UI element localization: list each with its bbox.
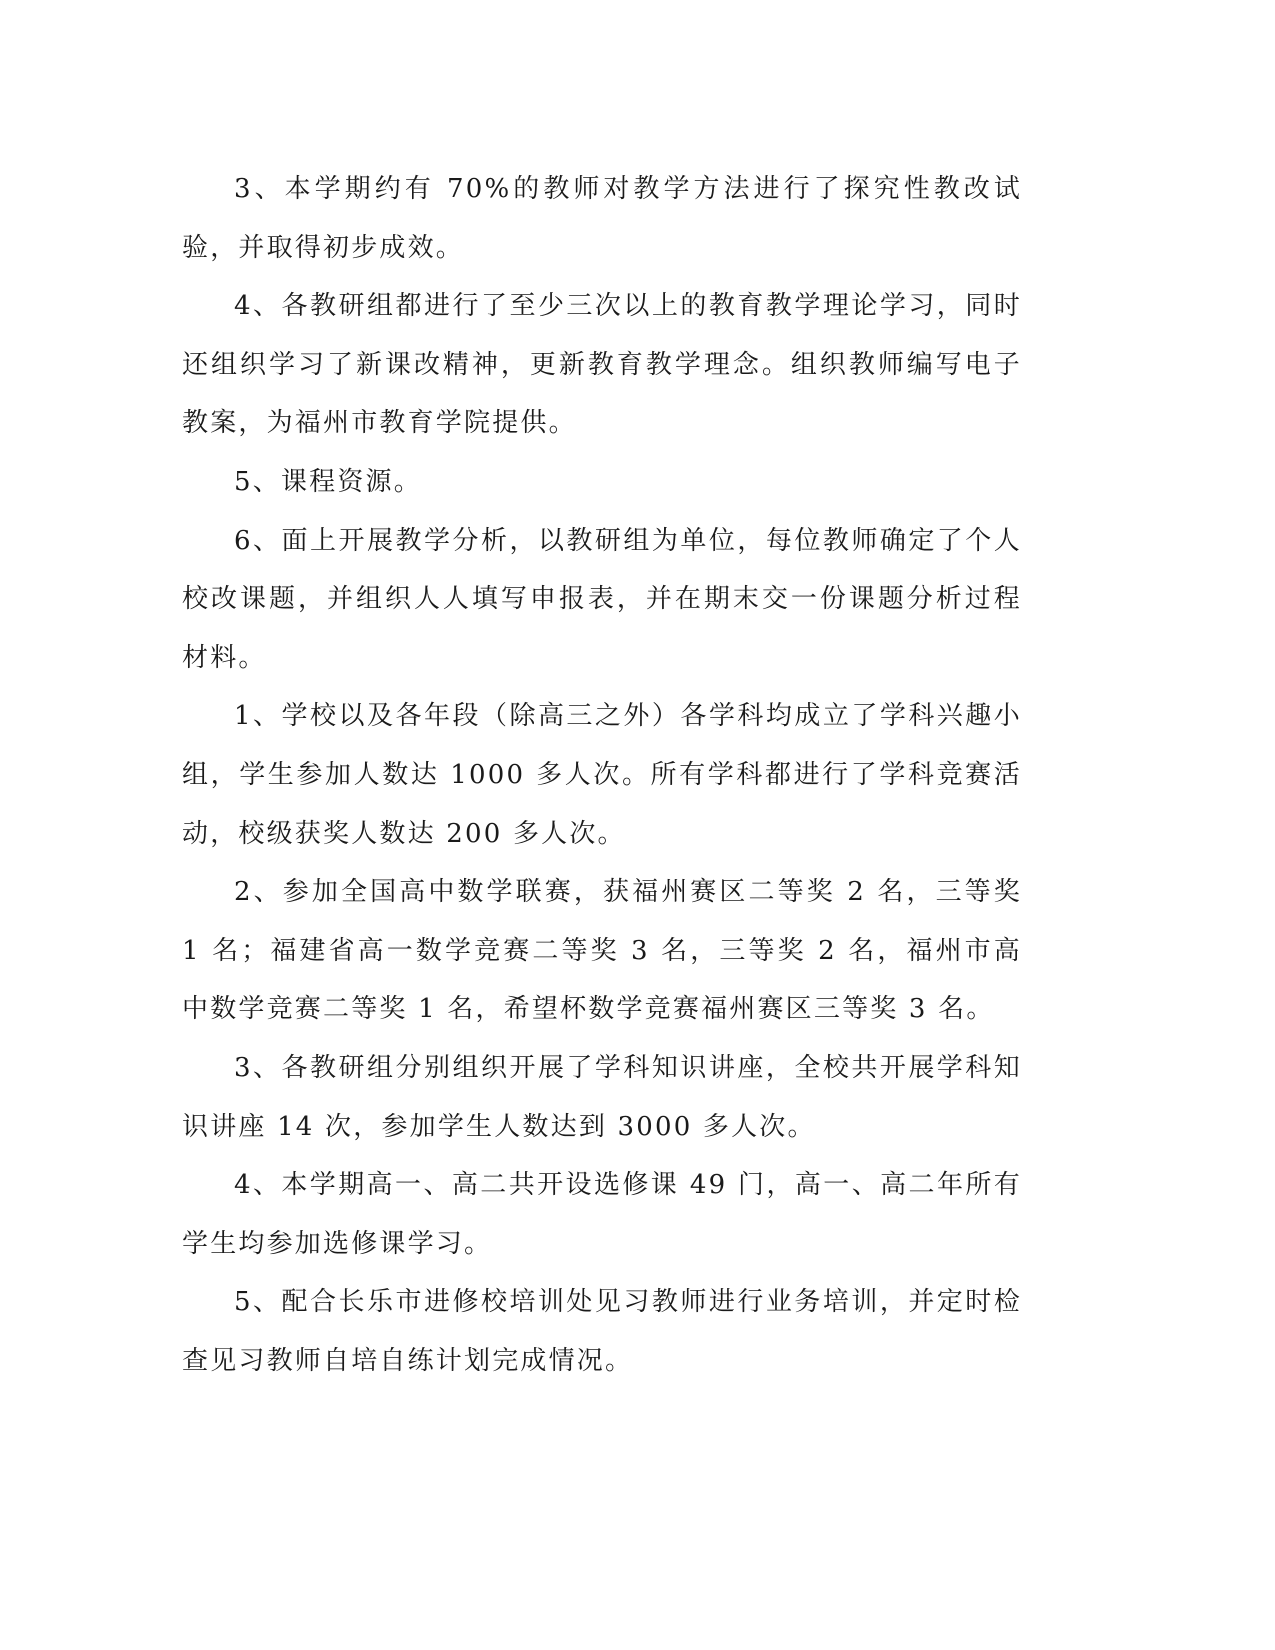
paragraph: 3、本学期约有 70%的教师对教学方法进行了探究性教改试验，并取得初步成效。 — [182, 174, 1022, 263]
paragraph: 4、各教研组都进行了至少三次以上的教育教学理论学习，同时还组织学习了新课改精神，更新教育教学理念。组织教师编写电子教案，为福州市教育学院提供。 — [182, 291, 1022, 439]
paragraph: 5、配合长乐市进修校培训处见习教师进行业务培训，并定时检查见习教师自培自练计划完成情况。 — [182, 1287, 1022, 1376]
paragraph: 1、学校以及各年段（除高三之外）各学科均成立了学科兴趣小组，学生参加人数达 1000 多人次。所有学科都进行了学科竞赛活动，校级获奖人数达 200 多人次。 — [182, 701, 1022, 849]
paragraph: 2、参加全国高中数学联赛，获福州赛区二等奖 2 名，三等奖 1 名；福建省高一数学竞赛二等奖 3 名，三等奖 2 名，福州市高中数学竞赛二等奖 1 名，希望杯数学竞赛福州赛区三等奖 3 名。 — [182, 877, 1022, 1025]
paragraph: 5、课程资源。 — [234, 466, 422, 497]
document-body — [182, 160, 1022, 1390]
paragraph: 4、本学期高一、高二共开设选修课 49 门，高一、高二年所有学生均参加选修课学习。 — [182, 1170, 1022, 1259]
paragraph: 6、面上开展教学分析，以教研组为单位，每位教师确定了个人校改课题，并组织人人填写申报表，并在期末交一份课题分析过程材料。 — [182, 525, 1022, 673]
paragraph: 3、各教研组分别组织开展了学科知识讲座，全校共开展学科知识讲座 14 次，参加学生人数达到 3000 多人次。 — [182, 1052, 1022, 1142]
